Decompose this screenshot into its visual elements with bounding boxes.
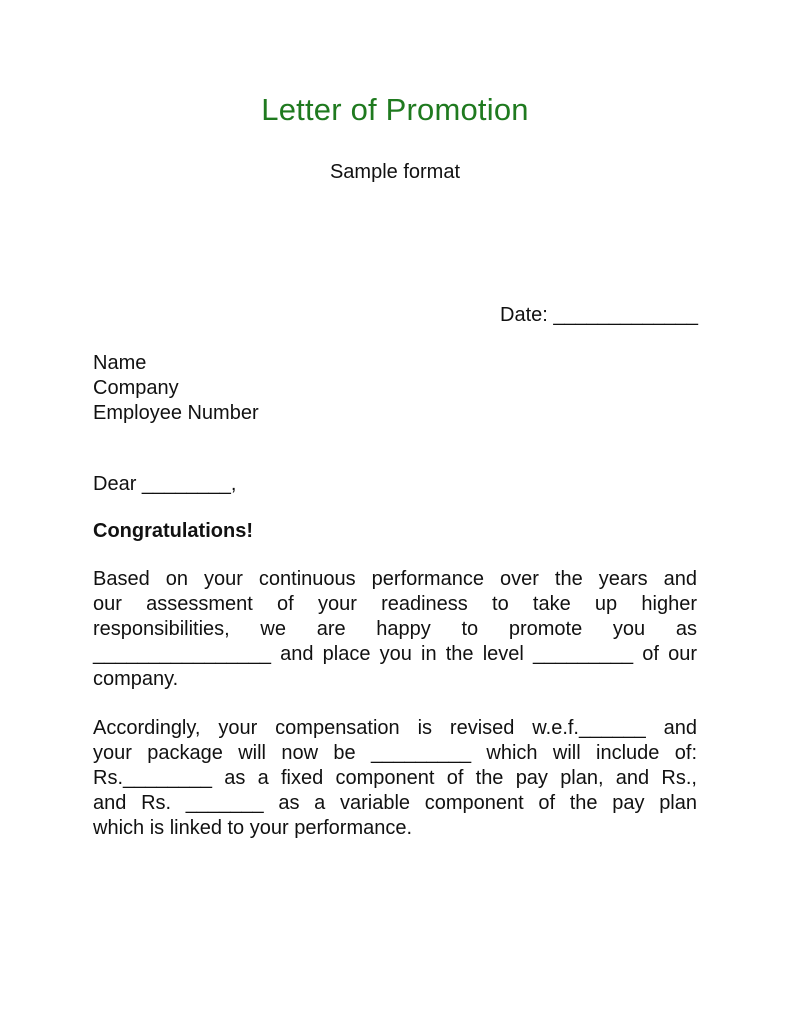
recipient-name: Name <box>93 352 147 374</box>
paragraph-line: Accordingly, your compensation is revised w.e.f.______ and <box>93 717 697 739</box>
recipient-company: Company <box>93 377 179 399</box>
recipient-employee-number: Employee Number <box>93 402 259 424</box>
paragraph-line: our assessment of your readiness to take up higher <box>93 593 697 615</box>
compensation-paragraph <box>93 716 697 841</box>
paragraph-line: company. <box>93 668 179 690</box>
date-field: Date: _____________ <box>500 304 698 326</box>
paragraph-line: Rs.________ as a fixed component of the pay plan, and Rs., <box>93 767 697 789</box>
promotion-paragraph <box>93 567 697 692</box>
congratulations-heading: Congratulations! <box>93 520 253 542</box>
paragraph-line: and Rs. _______ as a variable component of the pay plan <box>93 792 697 814</box>
recipient-block <box>93 351 697 426</box>
paragraph-line: ________________ and place you in the level _________ of our <box>93 643 697 665</box>
salutation: Dear ________, <box>93 473 237 495</box>
paragraph-line: which is linked to your performance. <box>93 817 413 839</box>
document-subtitle: Sample format <box>329 161 461 183</box>
paragraph-line: Based on your continuous performance over the years and <box>93 568 697 590</box>
paragraph-line: responsibilities, we are happy to promote you as <box>93 618 697 640</box>
document-title: Letter of Promotion <box>261 92 529 127</box>
paragraph-line: your package will now be _________ which will include of: <box>93 742 697 764</box>
